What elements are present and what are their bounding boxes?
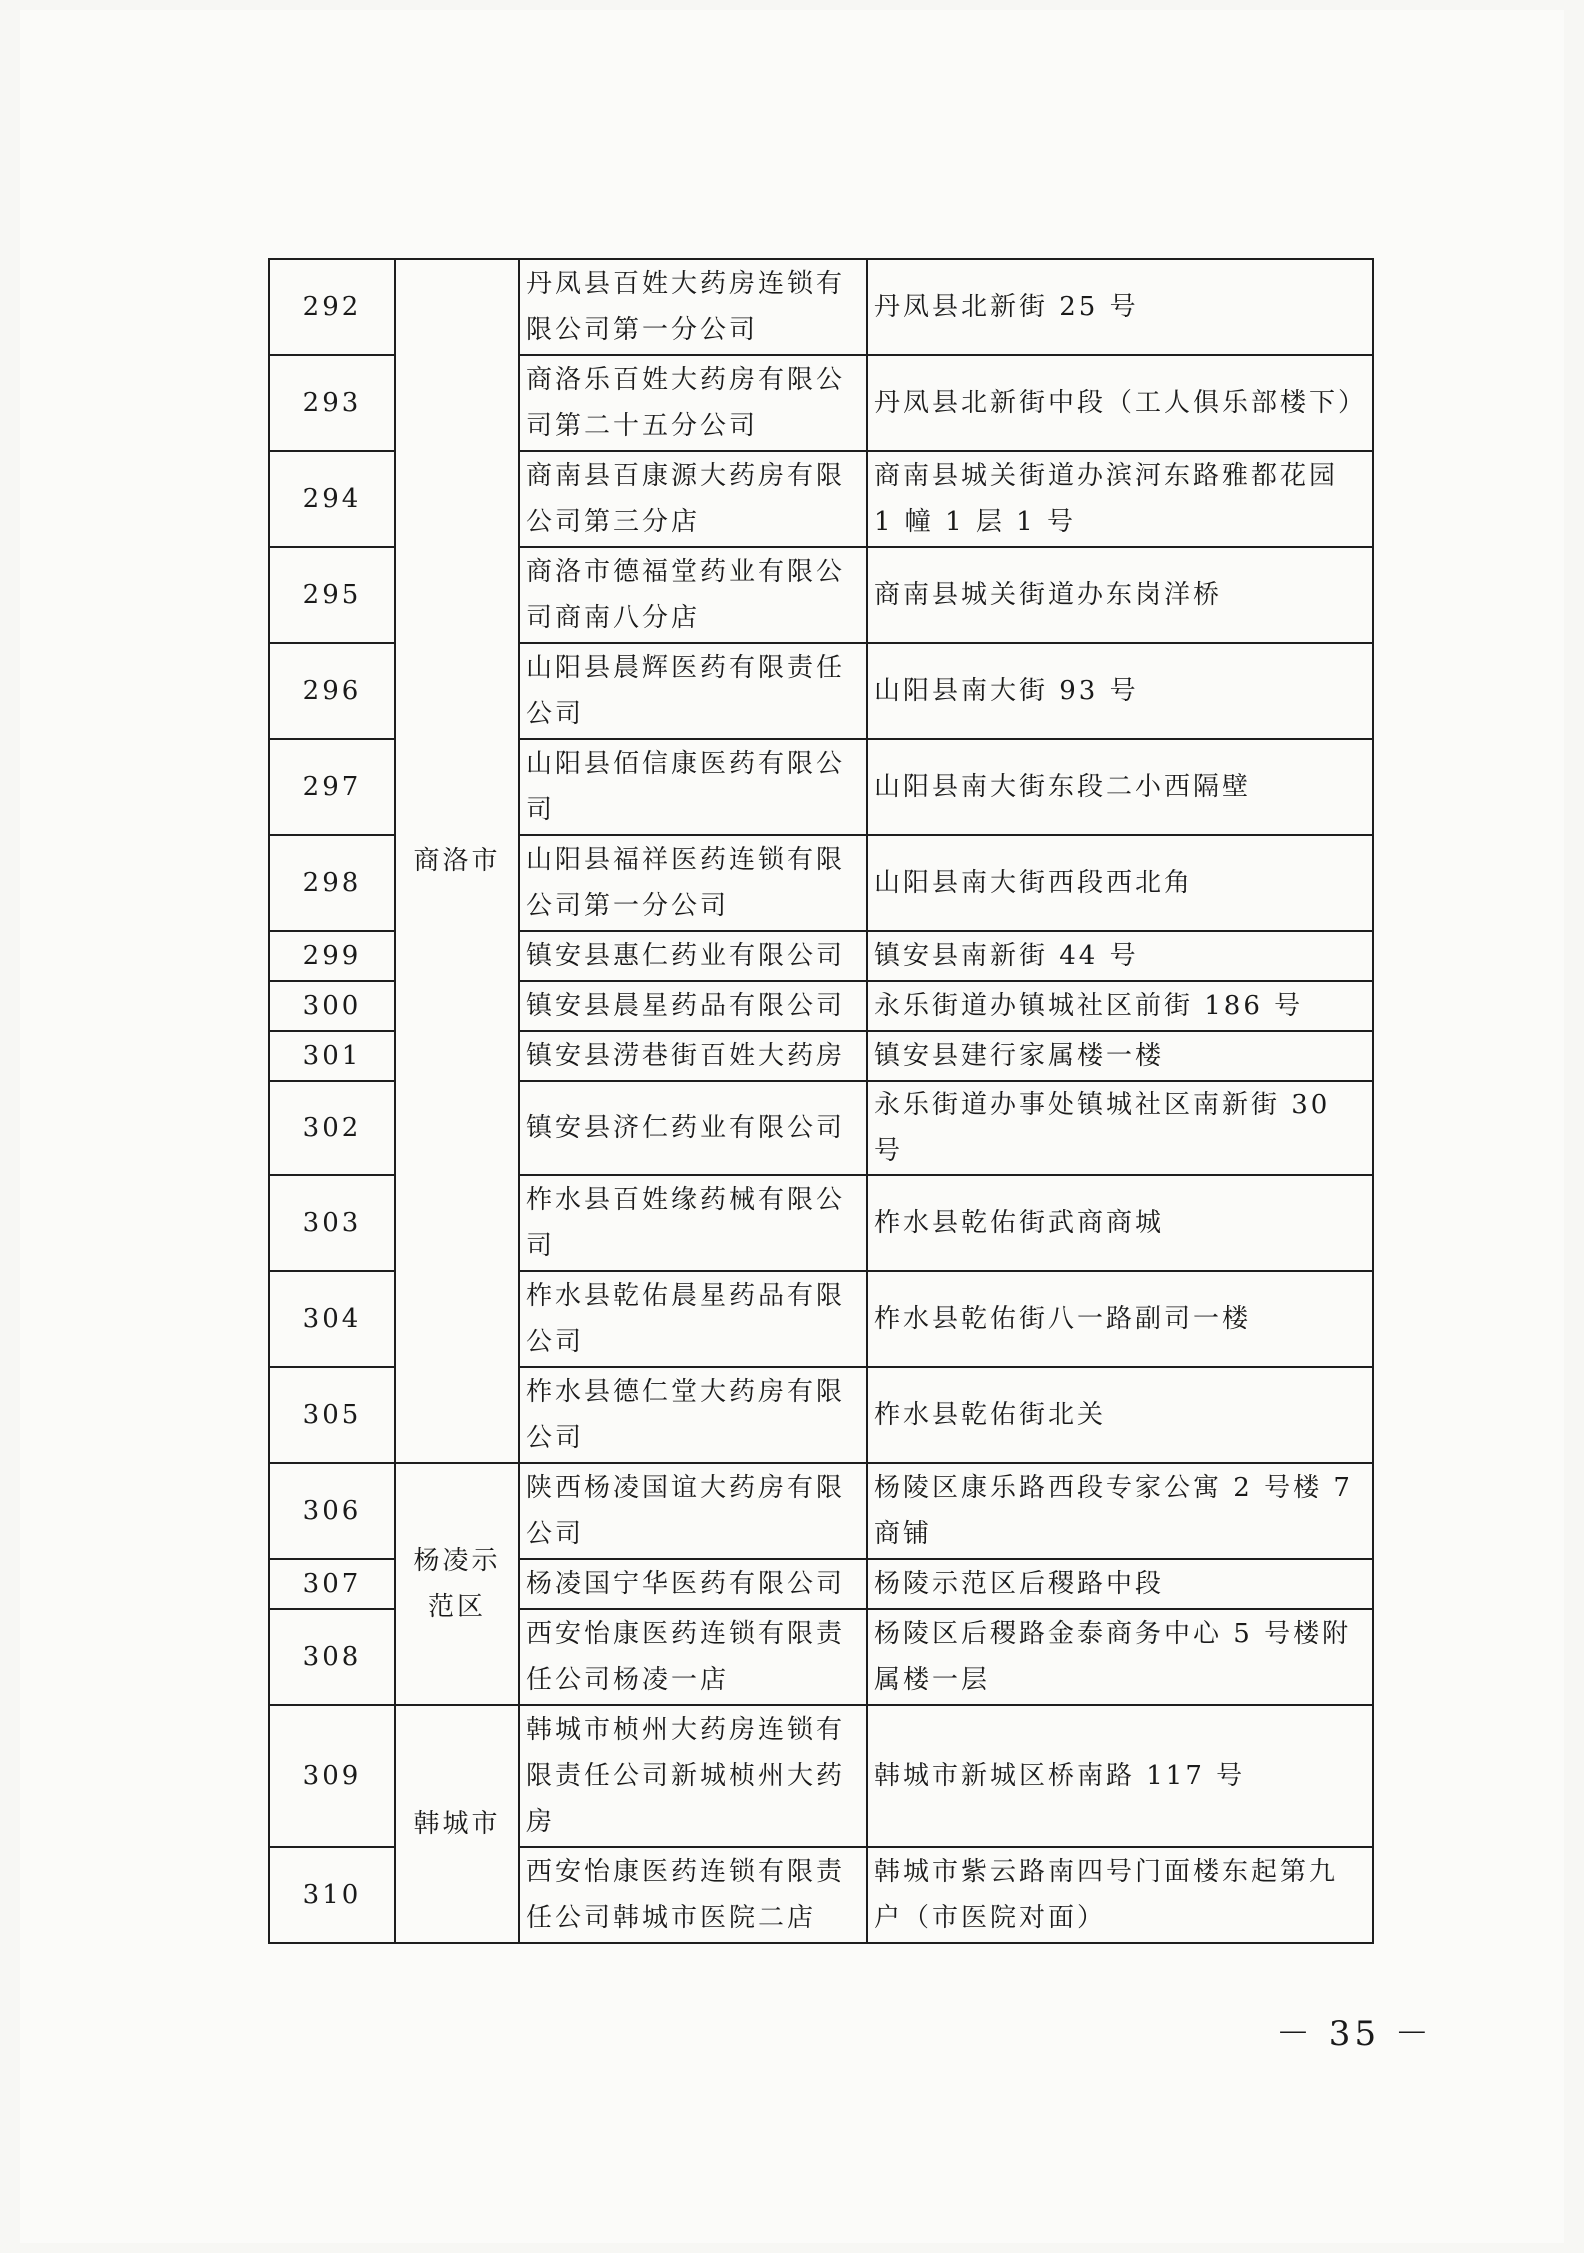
table-row (269, 1463, 1373, 1559)
row-number: 300 (269, 981, 395, 1031)
row-number: 308 (269, 1609, 395, 1705)
city-cell: 商洛市 (395, 259, 519, 1463)
table-row (269, 259, 1373, 355)
pharmacy-name: 韩城市桢州大药房连锁有限责任公司新城桢州大药房 (519, 1705, 867, 1847)
pharmacy-name: 西安怡康医药连锁有限责任公司韩城市医院二店 (519, 1847, 867, 1943)
pharmacy-address: 商南县城关街道办滨河东路雅都花园 1 幢 1 层 1 号 (867, 451, 1373, 547)
pharmacy-name: 山阳县福祥医药连锁有限公司第一分公司 (519, 835, 867, 931)
pharmacy-address: 丹凤县北新街中段（工人俱乐部楼下） (867, 355, 1373, 451)
pharmacy-address: 永乐街道办镇城社区前街 186 号 (867, 981, 1373, 1031)
pharmacy-address: 韩城市紫云路南四号门面楼东起第九户（市医院对面） (867, 1847, 1373, 1943)
pharmacy-address: 柞水县乾佑街北关 (867, 1367, 1373, 1463)
row-number: 296 (269, 643, 395, 739)
pharmacy-name: 山阳县晨辉医药有限责任公司 (519, 643, 867, 739)
row-number: 294 (269, 451, 395, 547)
pharmacy-name: 商南县百康源大药房有限公司第三分店 (519, 451, 867, 547)
pharmacy-name: 丹凤县百姓大药房连锁有限公司第一分公司 (519, 259, 867, 355)
pharmacy-name: 柞水县百姓缘药械有限公司 (519, 1175, 867, 1271)
pharmacy-address: 镇安县建行家属楼一楼 (867, 1031, 1373, 1081)
table-row (269, 1705, 1373, 1847)
pharmacy-name: 镇安县涝巷街百姓大药房 (519, 1031, 867, 1081)
row-number: 310 (269, 1847, 395, 1943)
row-number: 306 (269, 1463, 395, 1559)
city-cell: 韩城市 (395, 1705, 519, 1943)
pharmacy-name: 西安怡康医药连锁有限责任公司杨凌一店 (519, 1609, 867, 1705)
city-cell: 杨凌示范区 (395, 1463, 519, 1705)
row-number: 303 (269, 1175, 395, 1271)
row-number: 297 (269, 739, 395, 835)
pharmacy-name: 杨凌国宁华医药有限公司 (519, 1559, 867, 1609)
pharmacy-address: 永乐街道办事处镇城社区南新街 30 号 (867, 1081, 1373, 1175)
pharmacy-address: 山阳县南大街 93 号 (867, 643, 1373, 739)
row-number: 299 (269, 931, 395, 981)
pharmacy-name: 柞水县乾佑晨星药品有限公司 (519, 1271, 867, 1367)
row-number: 304 (269, 1271, 395, 1367)
pharmacy-address: 山阳县南大街东段二小西隔壁 (867, 739, 1373, 835)
row-number: 292 (269, 259, 395, 355)
pharmacy-address: 杨陵示范区后稷路中段 (867, 1559, 1373, 1609)
row-number: 295 (269, 547, 395, 643)
row-number: 305 (269, 1367, 395, 1463)
pharmacy-address: 韩城市新城区桥南路 117 号 (867, 1705, 1373, 1847)
pharmacy-address: 山阳县南大街西段西北角 (867, 835, 1373, 931)
pharmacy-address: 镇安县南新街 44 号 (867, 931, 1373, 981)
pharmacy-name: 山阳县佰信康医药有限公司 (519, 739, 867, 835)
pharmacy-name: 柞水县德仁堂大药房有限公司 (519, 1367, 867, 1463)
row-number: 302 (269, 1081, 395, 1175)
pharmacy-address: 丹凤县北新街 25 号 (867, 259, 1373, 355)
row-number: 309 (269, 1705, 395, 1847)
pharmacy-name: 商洛市德福堂药业有限公司商南八分店 (519, 547, 867, 643)
row-number: 301 (269, 1031, 395, 1081)
pharmacy-name: 镇安县晨星药品有限公司 (519, 981, 867, 1031)
pharmacy-table (268, 258, 1374, 1944)
pharmacy-address: 杨陵区康乐路西段专家公寓 2 号楼 7 商铺 (867, 1463, 1373, 1559)
pharmacy-name: 镇安县惠仁药业有限公司 (519, 931, 867, 981)
pharmacy-name: 陕西杨凌国谊大药房有限公司 (519, 1463, 867, 1559)
pharmacy-name: 镇安县济仁药业有限公司 (519, 1081, 867, 1175)
page-number: － 35 － (1276, 2014, 1433, 2054)
pharmacy-address: 商南县城关街道办东岗洋桥 (867, 547, 1373, 643)
row-number: 298 (269, 835, 395, 931)
pharmacy-address: 杨陵区后稷路金泰商务中心 5 号楼附属楼一层 (867, 1609, 1373, 1705)
row-number: 293 (269, 355, 395, 451)
row-number: 307 (269, 1559, 395, 1609)
pharmacy-name: 商洛乐百姓大药房有限公司第二十五分公司 (519, 355, 867, 451)
pharmacy-address: 柞水县乾佑街八一路副司一楼 (867, 1271, 1373, 1367)
pharmacy-address: 柞水县乾佑街武商商城 (867, 1175, 1373, 1271)
